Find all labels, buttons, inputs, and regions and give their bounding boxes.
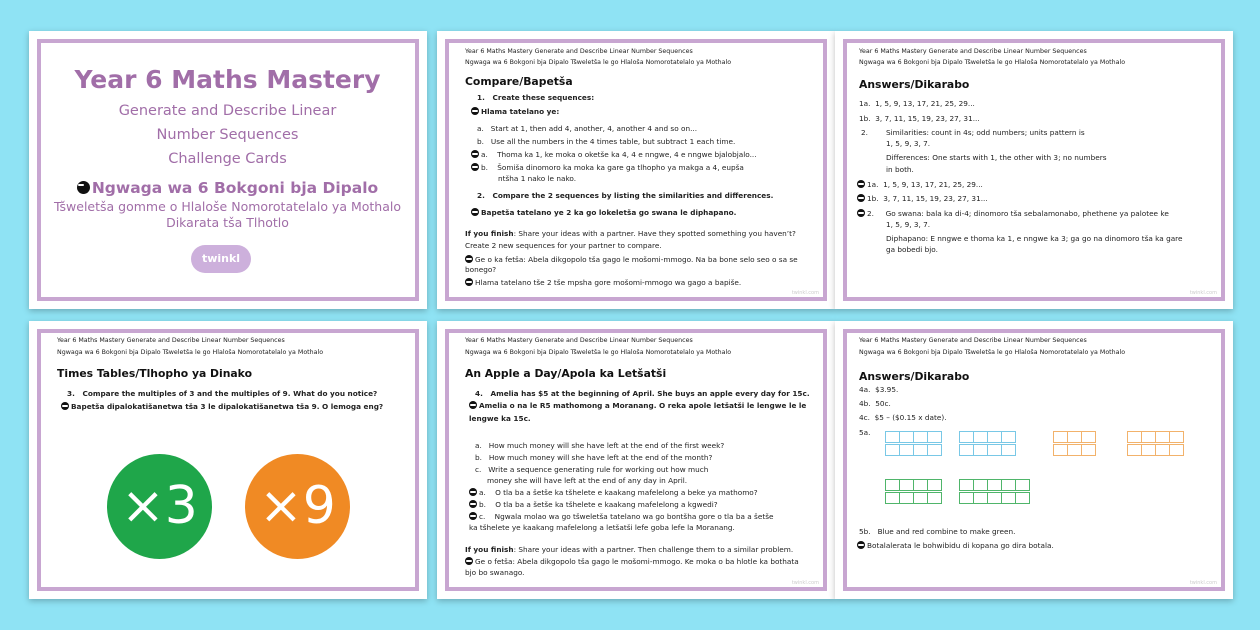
translation-icon: [469, 512, 477, 520]
pattern-cell: [913, 444, 928, 456]
card-title: Answers/Dikarabo: [859, 370, 970, 383]
part-b: b. Use all the numbers in the 4 times table, but subtract 1 each time.: [477, 137, 736, 146]
question-1-translation: Hlama tatelano ye:: [471, 107, 559, 117]
question-4-translation: Amelia o na le R5 mathomong a Moranang. O reka apole letšatši le lengwe le le: [469, 401, 806, 411]
answer-1a: 1a. 1, 5, 9, 13, 17, 21, 25, 29...: [859, 99, 975, 108]
twinkl-logo: twinkl: [191, 245, 251, 273]
question-1: 1. Create these sequences:: [477, 93, 595, 102]
apple-card: [437, 321, 835, 599]
footer-brand: twinkl.com: [791, 290, 819, 296]
answer-2-translation: 2. Go swana: bala ka di-4; dinomoro tša sebalamonabo, phethene ya palotee ke: [857, 209, 1169, 219]
times-9-badge: ×9: [245, 454, 350, 559]
pattern-cell: [913, 492, 928, 504]
cover-translated-subtitle: Dikarata tša Tlhotlo: [166, 215, 289, 230]
answer-2-translation-cont: 1, 5, 9, 3, 7.: [886, 220, 931, 229]
pattern-cell: [1141, 431, 1156, 443]
answer-2-label: 2.: [861, 128, 868, 137]
question-2: 2. Compare the 2 sequences by listing the similarities and differences.: [477, 191, 774, 200]
answer-4a: 4a. $3.95.: [859, 385, 899, 394]
pattern-cell: [885, 479, 900, 491]
translation-icon: [471, 150, 479, 158]
translation-icon: [857, 541, 865, 549]
card-header: Year 6 Maths Mastery Generate and Describe Linear Number Sequences: [465, 337, 693, 344]
cover-card: [29, 31, 427, 309]
answer-4b: 4b. 50c.: [859, 399, 891, 408]
card-title: Compare/Bapetša: [465, 75, 573, 88]
card-header: Year 6 Maths Mastery Generate and Describe Linear Number Sequences: [465, 48, 693, 55]
card-title: An Apple a Day/Apola ka Letšatši: [465, 367, 667, 380]
pattern-cell: [1141, 444, 1156, 456]
part-b: b. How much money will she have left at the end of the month?: [475, 453, 713, 462]
pattern-cell: [1001, 431, 1016, 443]
finish-prompt: If you finish: Share your ideas with a partner. Have they spotted something you haven’t?: [465, 229, 796, 238]
pattern-cell: [959, 444, 974, 456]
pattern-cell: [959, 479, 974, 491]
part-a: a. Start at 1, then add 4, another, 4, another 4 and so on...: [477, 124, 698, 133]
pattern-cell: [1053, 431, 1068, 443]
pattern-cell: [1001, 479, 1016, 491]
footer-brand: twinkl.com: [1189, 580, 1217, 586]
answer-2-translation-diff-cont: ga bobedi bjo.: [886, 245, 938, 254]
pattern-cell: [1169, 444, 1184, 456]
pattern-cell: [927, 431, 942, 443]
answer-1b-translation: 1b. 3, 7, 11, 15, 19, 23, 27, 31...: [857, 194, 988, 204]
finish-translation-cont: bjo bo swanago.: [465, 568, 525, 577]
answer-2-differences: Differences: One starts with 1, the other with 3; no numbers: [886, 153, 1107, 162]
pattern-cell: [1169, 431, 1184, 443]
translation-icon: [857, 194, 865, 202]
answer-2-similarities-cont: 1, 5, 9, 3, 7.: [886, 139, 931, 148]
pattern-cell: [1155, 444, 1170, 456]
pattern-cell: [899, 492, 914, 504]
cover-subtitle: Challenge Cards: [168, 151, 287, 167]
pattern-cell: [927, 492, 942, 504]
pattern-cell: [885, 444, 900, 456]
pattern-cell: [927, 479, 942, 491]
part-c-translation-cont: ka tšhelete ye kaakang mafelelong a letšatši lefe goba lefe la Moranang.: [469, 523, 735, 532]
translation-icon: [469, 488, 477, 496]
pattern-cell: [1015, 479, 1030, 491]
pattern-cell: [913, 479, 928, 491]
pattern-cell: [1081, 431, 1096, 443]
question-3-translation: Bapetša dipalokatišanetwa tša 3 le dipalokatišanetwa tša 9. O lemoga eng?: [61, 402, 383, 412]
card-header: Year 6 Maths Mastery Generate and Describe Linear Number Sequences: [859, 48, 1087, 55]
question-3: 3. Compare the multiples of 3 and the multiples of 9. What do you notice?: [67, 389, 378, 398]
finish-prompt-cont: Create 2 new sequences for your partner to compare.: [465, 241, 662, 250]
card-header-translation: Ngwaga wa 6 Bokgoni bja Dipalo Tšweletša le go Hlaloša Nomorotatelalo ya Mothalo: [859, 59, 1126, 66]
card-header-translation: Ngwaga wa 6 Bokgoni bja Dipalo Tšweletša le go Hlaloša Nomorotatelalo ya Mothalo: [859, 349, 1126, 356]
card-title: Answers/Dikarabo: [859, 78, 970, 91]
pattern-cell: [913, 431, 928, 443]
pattern-cell: [973, 492, 988, 504]
answers-card-2: [835, 321, 1233, 599]
pattern-cell: [885, 431, 900, 443]
pattern-cell: [1081, 444, 1096, 456]
pattern-cell: [899, 479, 914, 491]
translation-icon: [469, 500, 477, 508]
pattern-cell: [1127, 431, 1142, 443]
answer-2-translation-diff: Diphapano: E nngwe e thoma ka 1, e nngwe ka 3; ga go na dinomoro tša ka gare: [886, 234, 1183, 243]
part-b-translation-cont: ntšha 1 nako le nako.: [498, 174, 577, 183]
pattern-cell: [1067, 444, 1082, 456]
pattern-cell: [899, 431, 914, 443]
pattern-cell: [959, 431, 974, 443]
times-3-badge: ×3: [107, 454, 212, 559]
part-a: a. How much money will she have left at the end of the first week?: [475, 441, 725, 450]
answer-5a-pattern-grids: [835, 321, 1233, 599]
card-title: Times Tables/Tlhopho ya Dinako: [57, 367, 252, 380]
part-c-translation: c. Ngwala molao wa go tšweletša tatelano wa go bontšha gore o tla ba a šetše: [469, 512, 774, 522]
pattern-cell: [987, 444, 1002, 456]
answer-1b: 1b. 3, 7, 11, 15, 19, 23, 27, 31...: [859, 114, 980, 123]
translation-icon: [465, 557, 473, 565]
answer-5b: 5b. Blue and red combine to make green.: [859, 527, 1016, 536]
card-header-translation: Ngwaga wa 6 Bokgoni bja Dipalo Tšweletša le go Hlaloša Nomorotatelalo ya Mothalo: [57, 349, 324, 356]
pattern-cell: [1067, 431, 1082, 443]
pattern-cell: [1155, 431, 1170, 443]
translation-icon: [465, 255, 473, 263]
part-a-translation: a. O tla ba a šetše ka tšhelete e kaakang mafelelong a beke ya mathomo?: [469, 488, 758, 498]
question-4-translation-cont: lengwe ka 15c.: [469, 414, 531, 423]
translation-icon: [469, 401, 477, 409]
pattern-cell: [927, 444, 942, 456]
pattern-cell: [973, 444, 988, 456]
card-header-translation: Ngwaga wa 6 Bokgoni bja Dipalo Tšweletša le go Hlaloša Nomorotatelalo ya Mothalo: [465, 59, 732, 66]
finish-translation: Ge o fetša: Abela dikgopolo tša gago le mošomi-mmogo. Ke moka o ba hlotle ka bothata: [465, 557, 799, 567]
finish-prompt: If you finish: Share your ideas with a partner. Then challenge them to a similar problem.: [465, 545, 794, 554]
translation-icon: [61, 402, 69, 410]
translation-icon: [471, 208, 479, 216]
answer-1a-translation: 1a. 1, 5, 9, 13, 17, 21, 25, 29...: [857, 180, 983, 190]
cover-translated-title: Ngwaga wa 6 Bokgoni bja Dipalo: [40, 179, 415, 197]
cover-title: Year 6 Maths Mastery: [74, 65, 381, 94]
pattern-cell: [973, 479, 988, 491]
part-a-translation: a. Thoma ka 1, ke moka o oketše ka 4, 4 e nngwe, 4 e nngwe bjalobjalo...: [471, 150, 757, 160]
footer-brand: twinkl.com: [791, 580, 819, 586]
part-c-cont: money she will have left at the end of any day in April.: [487, 476, 688, 485]
pattern-cell: [1001, 492, 1016, 504]
compare-card: [437, 31, 835, 309]
translation-icon: [465, 278, 473, 286]
pattern-cell: [973, 431, 988, 443]
cover-subtitle: Number Sequences: [156, 127, 299, 143]
card-header: Year 6 Maths Mastery Generate and Describe Linear Number Sequences: [859, 337, 1087, 344]
translation-icon: [857, 180, 865, 188]
translation-icon: [857, 209, 865, 217]
pattern-cell: [959, 492, 974, 504]
finish-translation-cont: bonego?: [465, 265, 497, 274]
footer-brand: twinkl.com: [1189, 290, 1217, 296]
answers-card-1: [835, 31, 1233, 309]
answer-4c: 4c. $5 – ($0.15 x date).: [859, 413, 947, 422]
pattern-cell: [1001, 444, 1016, 456]
cover-subtitle: Generate and Describe Linear: [118, 103, 337, 119]
finish-translation: Ge o ka fetša: Abela dikgopolo tša gago le mošomi-mmogo. Na ba bone selo seo o sa se: [465, 255, 798, 265]
question-4: 4. Amelia has $5 at the beginning of April. She buys an apple every day for 15c.: [475, 389, 810, 398]
pattern-cell: [885, 492, 900, 504]
pattern-cell: [987, 479, 1002, 491]
answer-2-differences-cont: in both.: [886, 165, 914, 174]
answer-5b-translation: Botalalerata le bohwibidu di kopana go dira botala.: [857, 541, 1054, 551]
pattern-cell: [899, 444, 914, 456]
pattern-cell: [987, 431, 1002, 443]
part-c: c. Write a sequence generating rule for working out how much: [475, 465, 709, 474]
answer-2-similarities: Similarities: count in 4s; odd numbers; units pattern is: [886, 128, 1085, 137]
pattern-cell: [1015, 492, 1030, 504]
question-2-translation: Bapetša tatelano ye 2 ka go lokeletša go swana le diphapano.: [471, 208, 736, 218]
cover-translated-subtitle: Tšweletša gomme o Hlaloše Nomorotatelalo ya Mothalo: [53, 199, 402, 214]
pattern-cell: [1053, 444, 1068, 456]
finish-translation-2: Hlama tatelano tše 2 tše mpsha gore mošomi-mmogo wa gago a bapiše.: [465, 278, 741, 288]
translation-icon: [471, 107, 479, 115]
part-b-translation: b. Šomiša dinomoro ka moka ka gare ga tlhopho ya makga a 4, eupša: [471, 163, 744, 173]
part-b-translation: b. O tla ba a šetše ka tšhelete e kaakang mafelelong a kgwedi?: [469, 500, 718, 510]
translation-icon: [77, 181, 90, 194]
pattern-cell: [987, 492, 1002, 504]
card-header-translation: Ngwaga wa 6 Bokgoni bja Dipalo Tšweletša le go Hlaloša Nomorotatelalo ya Mothalo: [465, 349, 732, 356]
card-header: Year 6 Maths Mastery Generate and Describe Linear Number Sequences: [57, 337, 285, 344]
pattern-cell: [1127, 444, 1142, 456]
answer-5a-label: 5a.: [859, 428, 871, 437]
translation-icon: [471, 163, 479, 171]
times-tables-card: [29, 321, 427, 599]
